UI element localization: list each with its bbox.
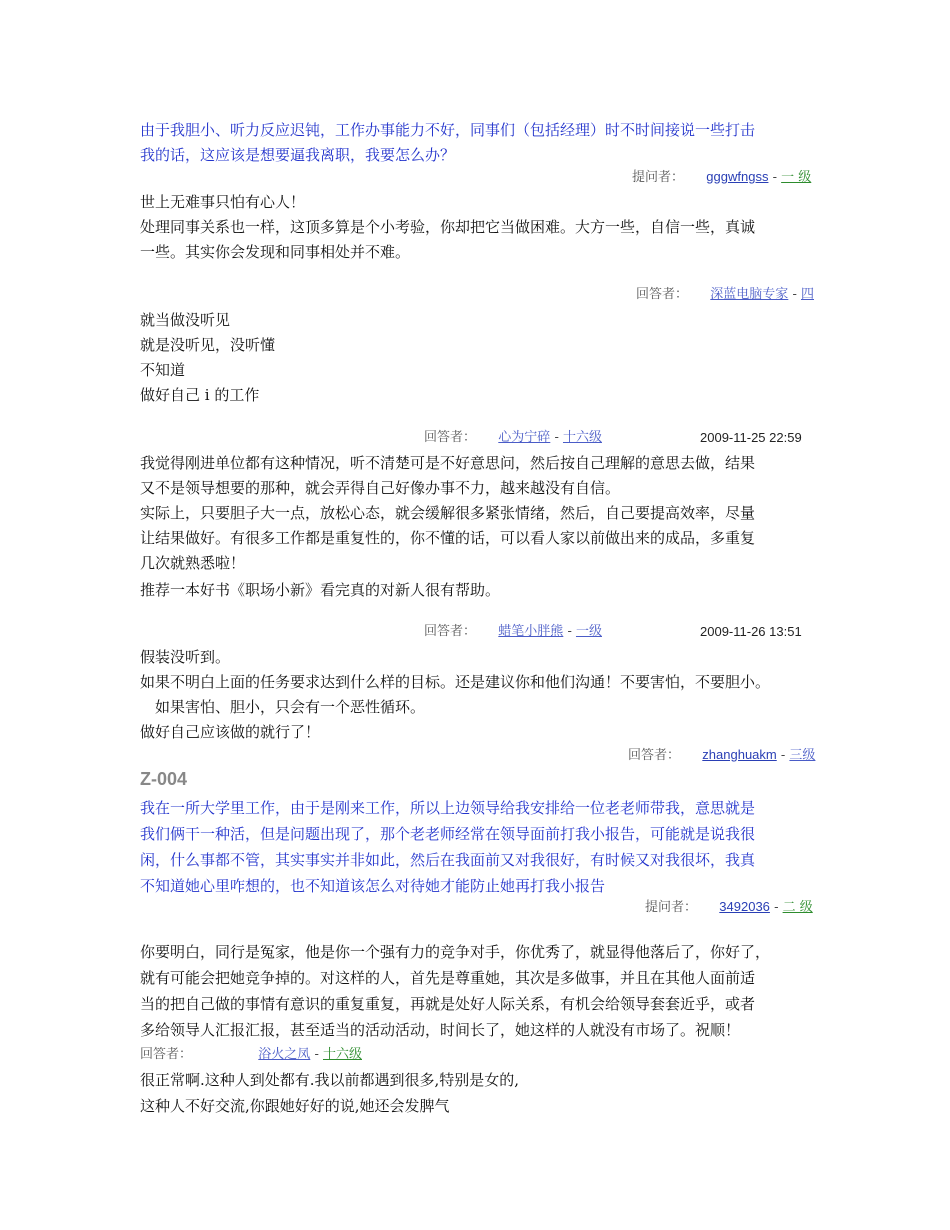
answerer-info: 回答者： 浴火之凤 - 十六级 bbox=[140, 1047, 362, 1062]
question-text-line: 由于我胆小、听力反应迟钝，工作办事能力不好，同事们（包括经理）时不时间接说一些打击 bbox=[140, 121, 756, 139]
answerer-label: 回答者： bbox=[628, 748, 681, 763]
answer-date: 2009-11-25 22:59 bbox=[700, 430, 802, 445]
answerer-info: 回答者： 蜡笔小胖熊 - 一级 bbox=[424, 624, 602, 639]
answer-text-line: 我觉得刚进单位都有这种情况，听不清楚可是不好意思问，然后按自己理解的意思去做，结果 bbox=[140, 454, 756, 472]
answerer-level-link[interactable]: 一级 bbox=[575, 624, 602, 639]
answer-text-line: 很正常啊.这种人到处都有.我以前都遇到很多,特别是女的, bbox=[140, 1071, 520, 1089]
answer-date: 2009-11-26 13:51 bbox=[700, 624, 802, 639]
answerer-link[interactable]: 心为宁碎 bbox=[498, 430, 551, 445]
answer-text-line: 几次就熟悉啦！ bbox=[140, 554, 246, 572]
answer-text-line: 如果害怕、胆小，只会有一个恶性循环。 bbox=[140, 698, 426, 716]
asker-link[interactable]: 3492036 bbox=[719, 899, 770, 914]
asker-label: 提问者： bbox=[632, 170, 685, 185]
answerer-info: 回答者： 深蓝电脑专家 - 四 bbox=[636, 287, 814, 302]
answer-text-line: 这种人不好交流,你跟她好好的说,她还会发脾气 bbox=[140, 1097, 450, 1115]
answer-text-line: 如果不明白上面的任务要求达到什么样的目标。还是建议你和他们沟通！不要害怕，不要胆小。 bbox=[140, 673, 771, 691]
answer-text-line: 多给领导人汇报汇报，甚至适当的活动活动，时间长了，她这样的人就没有市场了。祝顺！ bbox=[140, 1021, 741, 1039]
answer-text-line: 处理同事关系也一样，这顶多算是个小考验，你却把它当做困难。大方一些，自信一些，真诚 bbox=[140, 218, 756, 236]
answerer-info: 回答者： zhanghuakm - 三级 bbox=[628, 747, 816, 763]
answerer-label: 回答者： bbox=[424, 624, 477, 639]
answerer-info: 回答者： 心为宁碎 - 十六级 bbox=[424, 430, 602, 445]
question-text-line: 我在一所大学里工作，由于是刚来工作，所以上边领导给我安排给一位老老师带我，意思就是 bbox=[140, 799, 756, 817]
answer-text-line: 做好自己 i 的工作 bbox=[140, 386, 260, 404]
answer-text-line: 就是没听见，没听懂 bbox=[140, 336, 276, 354]
answerer-link[interactable]: 浴火之凤 bbox=[258, 1047, 311, 1062]
answerer-level-link[interactable]: 十六级 bbox=[322, 1047, 362, 1062]
answer-text-line: 你要明白，同行是冤家，他是你一个强有力的竞争对手，你优秀了，就显得他落后了，你好了， bbox=[140, 943, 771, 961]
asker-level-link[interactable]: 一 级 bbox=[781, 170, 812, 185]
answerer-label: 回答者： bbox=[424, 430, 477, 445]
asker-info: 提问者： 3492036 - 二 级 bbox=[645, 899, 813, 915]
answer-text-line: 就当做没听见 bbox=[140, 311, 231, 329]
asker-level-link[interactable]: 二 级 bbox=[782, 900, 813, 915]
answer-text-line: 当的把自己做的事情有意识的重复重复，再就是处好人际关系，有机会给领导套套近乎，或者 bbox=[140, 995, 756, 1013]
answerer-level-link[interactable]: 三级 bbox=[789, 748, 816, 763]
answerer-level-link[interactable]: 四 bbox=[800, 287, 814, 302]
answerer-link[interactable]: 蜡笔小胖熊 bbox=[498, 624, 564, 639]
answer-text-line: 世上无难事只怕有心人！ bbox=[140, 193, 306, 211]
asker-info: 提问者： gggwfngss - 一 级 bbox=[632, 169, 812, 185]
asker-label: 提问者： bbox=[645, 900, 698, 915]
answer-text-line: 做好自己应该做的就行了！ bbox=[140, 723, 321, 741]
answer-text-line: 不知道 bbox=[140, 361, 186, 379]
question-text-line: 我的话，这应该是想要逼我离职，我要怎么办？ bbox=[140, 146, 456, 164]
answerer-label: 回答者： bbox=[140, 1047, 193, 1062]
answer-text-line: 推荐一本好书《职场小新》看完真的对新人很有帮助。 bbox=[140, 581, 501, 599]
answerer-link[interactable]: zhanghuakm bbox=[702, 747, 777, 762]
asker-link[interactable]: gggwfngss bbox=[706, 169, 769, 184]
answer-text-line: 就有可能会把她竞争掉的。对这样的人，首先是尊重她，其次是多做事，并且在其他人面前适 bbox=[140, 969, 756, 987]
answer-text-line: 假装没听到。 bbox=[140, 648, 231, 666]
answerer-label: 回答者： bbox=[636, 287, 689, 302]
answer-text-line: 又不是领导想要的那种，就会弄得自己好像办事不力，越来越没有自信。 bbox=[140, 479, 621, 497]
question-text-line: 不知道她心里咋想的，也不知道该怎么对待她才能防止她再打我小报告 bbox=[140, 877, 606, 895]
answerer-level-link[interactable]: 十六级 bbox=[562, 430, 602, 445]
answerer-link[interactable]: 深蓝电脑专家 bbox=[710, 287, 789, 302]
question-text-line: 我们俩干一种活，但是问题出现了，那个老老师经常在领导面前打我小报告，可能就是说我很 bbox=[140, 825, 756, 843]
question-text-line: 闲，什么事都不管，其实事实并非如此，然后在我面前又对我很好，有时候又对我很坏，我真 bbox=[140, 851, 756, 869]
section-title: Z-004 bbox=[140, 769, 188, 789]
answer-text-line: 让结果做好。有很多工作都是重复性的，你不懂的话，可以看人家以前做出来的成品，多重复 bbox=[140, 529, 756, 547]
answer-text-line: 实际上，只要胆子大一点，放松心态，就会缓解很多紧张情绪，然后，自己要提高效率，尽量 bbox=[140, 504, 756, 522]
answer-text-line: 一些。其实你会发现和同事相处并不难。 bbox=[140, 243, 411, 261]
